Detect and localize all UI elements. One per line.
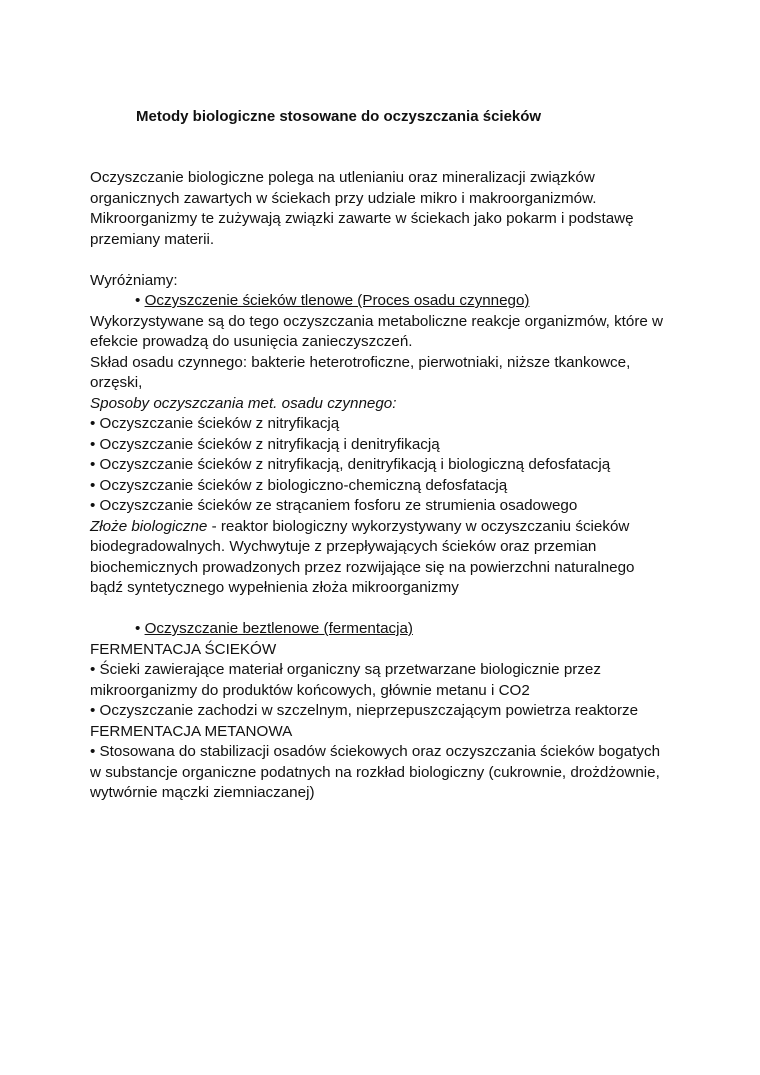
document-body bbox=[90, 168, 690, 804]
intro-paragraph bbox=[90, 168, 690, 250]
biological-bed-line: biochemicznych prowadzonych przez rozwijające się na powierzchni naturalnego bbox=[90, 558, 635, 576]
biological-bed-line: bądź syntetycznego wypełnienia złoża mikroorganizmy bbox=[90, 579, 459, 596]
composition-line: Skład osadu czynnego: bakterie heterotroficzne, pierwotniaki, niższe tkankowce, bbox=[90, 353, 631, 371]
intro-line: organicznych zawartych w ściekach przy udziale mikro i makroorganizmów. bbox=[90, 189, 597, 207]
composition-line: orzęski, bbox=[90, 374, 143, 391]
biological-bed-row bbox=[90, 517, 690, 538]
method-item: • Oczyszczanie ścieków ze strącaniem fosforu ze strumienia osadowego bbox=[90, 497, 578, 514]
biological-bed-term: Złoże biologiczne bbox=[90, 517, 212, 535]
distinguish-label: Wyróżniamy: bbox=[90, 271, 178, 289]
fermentation-heading: FERMENTACJA ŚCIEKÓW bbox=[90, 640, 277, 658]
method-item: • Oczyszczanie ścieków z nitryfikacją bbox=[90, 415, 340, 432]
methane-heading: FERMENTACJA METANOWA bbox=[90, 722, 293, 740]
aerobic-heading: Oczyszczenie ścieków tlenowe (Proces osadu czynnego) bbox=[144, 292, 530, 309]
fermentation-line: • Oczyszczanie zachodzi w szczelnym, nieprzepuszczającym powietrza reaktorze bbox=[90, 702, 639, 719]
methane-line: w substancje organiczne podatnych na rozkład biologiczny (cukrownie, drożdżownie, bbox=[90, 763, 660, 781]
bullet: • bbox=[135, 620, 141, 637]
intro-line: przemiany materii. bbox=[90, 230, 215, 248]
anaerobic-heading: Oczyszczanie beztlenowe (fermentacja) bbox=[144, 620, 413, 637]
aerobic-heading-row bbox=[90, 291, 690, 312]
page-title: Metody biologiczne stosowane do oczyszczania ścieków bbox=[136, 108, 542, 125]
fermentation-line: • Ścieki zawierające materiał organiczny są przetwarzane biologicznie przez bbox=[90, 661, 601, 678]
methods-heading: Sposoby oczyszczania met. osadu czynnego: bbox=[90, 394, 397, 412]
aerobic-description-line: efekcie prowadzą do usunięcia zanieczyszczeń. bbox=[90, 333, 413, 350]
method-item: • Oczyszczanie ścieków z nitryfikacją, denitryfikacją i biologiczną defosfatacją bbox=[90, 456, 611, 473]
spacer bbox=[90, 250, 690, 271]
methane-line: • Stosowana do stabilizacji osadów ściekowych oraz oczyszczania ścieków bogatych bbox=[90, 743, 661, 760]
anaerobic-heading-row bbox=[90, 619, 690, 640]
biological-bed-line: biodegradowalnych. Wychwytuje z przepływających ścieków oraz przemian bbox=[90, 538, 597, 555]
fermentation-line: mikroorganizmy do produktów końcowych, głównie metanu i CO2 bbox=[90, 681, 530, 699]
methane-line: wytwórnie mączki ziemniaczanej) bbox=[90, 784, 315, 801]
biological-bed-definition: - reaktor biologiczny wykorzystywany w oczyszczaniu ścieków bbox=[211, 517, 630, 535]
methods-list bbox=[90, 414, 690, 517]
bullet: • bbox=[135, 292, 141, 309]
method-item: • Oczyszczanie ścieków z biologiczno-chemiczną defosfatacją bbox=[90, 476, 508, 494]
aerobic-description-line: Wykorzystywane są do tego oczyszczania metaboliczne reakcje organizmów, które w bbox=[90, 312, 664, 330]
method-item: • Oczyszczanie ścieków z nitryfikacją i denitryfikacją bbox=[90, 435, 440, 453]
intro-line: Mikroorganizmy te zużywają związki zawarte w ściekach jako pokarm i podstawę bbox=[90, 210, 634, 227]
spacer bbox=[90, 599, 690, 620]
intro-line: Oczyszczanie biologiczne polega na utlenianiu oraz mineralizacji związków bbox=[90, 169, 595, 186]
